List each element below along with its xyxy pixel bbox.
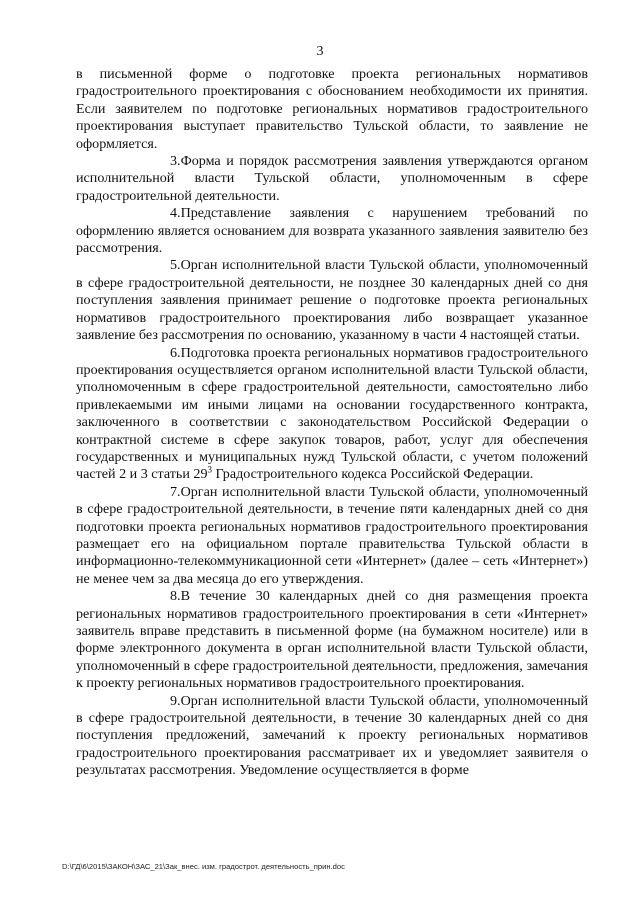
- paragraph-text: Орган исполнительной власти Тульской области, уполномоченный в сфере градостроительной деятельности, не позднее 30 календарных дней со дня поступления заявления принимает решение о подготовке проекта региональных нормативов градостроительного проектирования либо возвращает указанное заявление без рассмотрения по основанию, указанному в части 4 настоящей статьи.: [76, 257, 588, 344]
- page-number: 3: [316, 44, 324, 59]
- article-superscript: 3: [207, 464, 213, 475]
- paragraph-number: 8.: [170, 588, 181, 605]
- paragraph-text: Форма и порядок рассмотрения заявления утверждаются органом исполнительной власти Тульской области, уполномоченным в сфере градостроительной деятельности.: [76, 153, 588, 204]
- paragraph-item-3: [76, 153, 588, 205]
- paragraph-item-5: [76, 257, 588, 344]
- paragraph-text: Представление заявления с нарушением требований по оформлению является основанием для возврата указанного заявления заявителю без рассмотрения.: [76, 205, 588, 257]
- paragraph-item-9: [76, 693, 588, 780]
- paragraph-item-4: [76, 205, 588, 257]
- paragraph-number: 6.: [170, 344, 181, 361]
- paragraph-text: в письменной форме о подготовке проекта региональных нормативов градостроительного проектирования с обоснованием необходимости их принятия. Если заявителем по подготовке региональных нормативов градостроительного проектирования выступает правительство Тульской области, то заявление не оформляется.: [76, 66, 588, 152]
- paragraph-text: Подготовка проекта региональных нормативов градостроительного проектирования осуществляется органом исполнительной власти Тульской области, уполномоченным в сфере градостроительной деятельности, самостоятельно либо привлекаемыми им иными лицами на основании государственного контракта, заключенного в соответствии с законодательством Российской Федерации о контрактной системе в сфере закупок товаров, работ, услуг для обеспечения государственных и муниципальных нужд Тульской области, с учетом положений частей 2 и 3 статьи 29: [76, 344, 588, 483]
- paragraph-text-tail: Градостроительного кодекса Российской Федерации.: [212, 466, 534, 483]
- paragraph-item-8: [76, 588, 588, 692]
- footer-file-path: D:\ГД\6\2015\ЗАКОН\ЗАС_21\Зак_внес. изм. градострот. деятельность_прин.doc: [62, 862, 345, 871]
- paragraph-text: Орган исполнительной власти Тульской области, уполномоченный в сфере градостроительной деятельности, в течение 30 календарных дней со дня поступления предложений, замечаний к проекту региональных нормативов градостроительного проектирования рассматривает их и уведомляет заявителя о результатах рассмотрения. Уведомление осуществляется в форме: [76, 692, 588, 779]
- paragraph-continuation: [76, 66, 588, 153]
- paragraph-number: 4.: [170, 205, 181, 222]
- paragraph-number: 3.: [170, 153, 181, 170]
- document-body: [76, 66, 588, 780]
- paragraph-text: В течение 30 календарных дней со дня размещения проекта региональных нормативов градостроительного проектирования в сети «Интернет» заявитель вправе представить в письменной форме (на бумажном носителе) или в форме электронного документа в орган исполнительной власти Тульской области, уполномоченный в сфере градостроительной деятельности, предложения, замечания к проекту региональных нормативов градостроительного проектирования.: [76, 588, 588, 692]
- paragraph-text: Орган исполнительной власти Тульской области, уполномоченный в сфере градостроительной деятельности, в течение пяти календарных дней со дня подготовки проекта региональных нормативов градостроительного проектирования размещает его на официальном портале правительства Тульской области в информационно-телекоммуникационной сети «Интернет» (далее – сеть «Интернет») не менее чем за два месяца до его утверждения.: [76, 483, 588, 587]
- paragraph-item-6: [76, 345, 588, 484]
- paragraph-item-7: [76, 484, 588, 588]
- paragraph-number: 5.: [170, 257, 181, 274]
- paragraph-number: 7.: [170, 483, 181, 500]
- paragraph-number: 9.: [170, 692, 181, 709]
